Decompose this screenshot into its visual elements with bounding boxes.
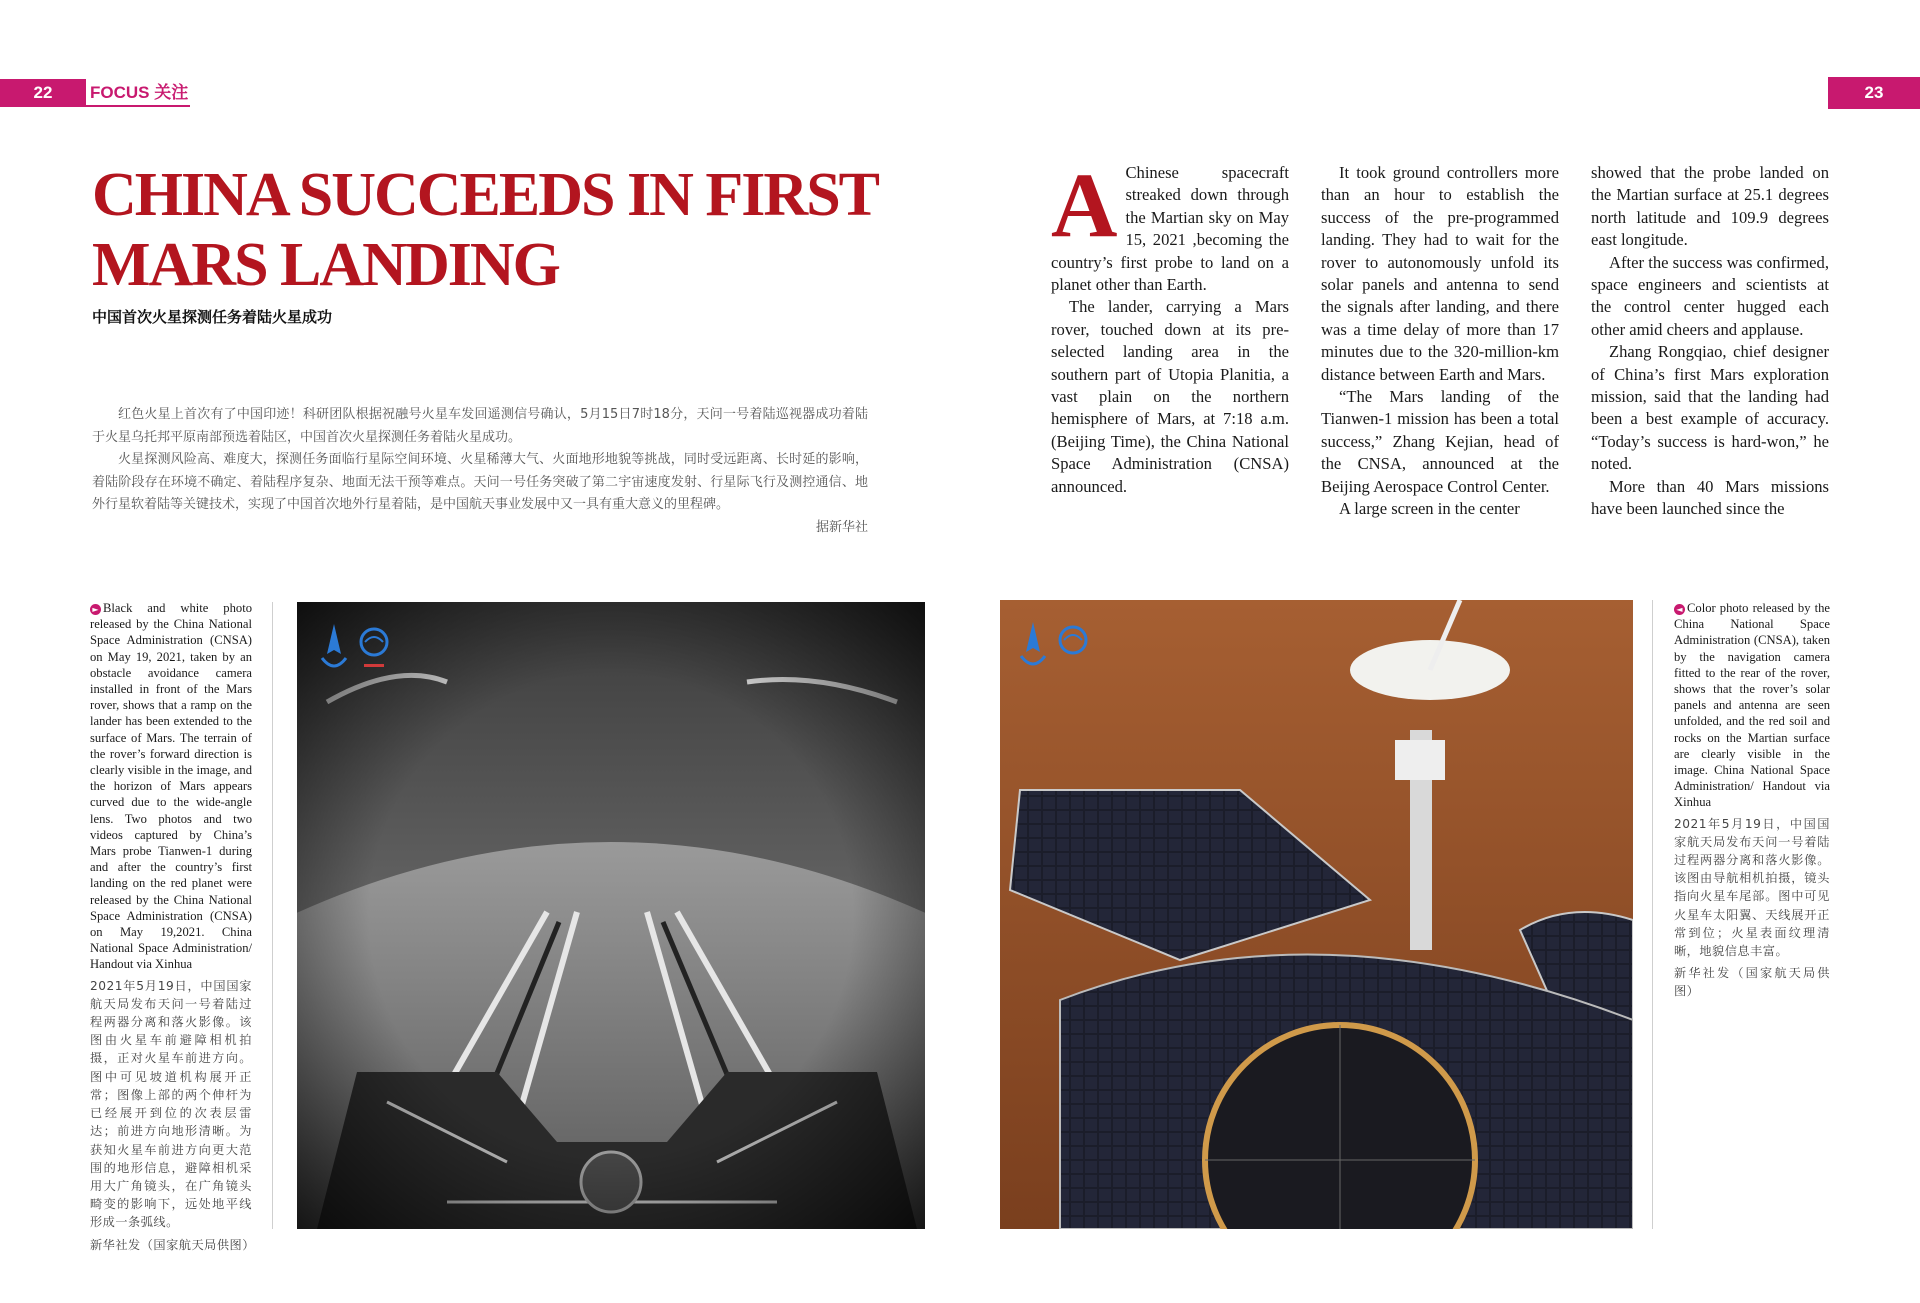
drop-cap: A [1051,162,1118,256]
intro-source: 据新华社 [815,519,868,535]
photo-rover-front-bw [297,602,925,1229]
photo-caption-left [90,600,255,1254]
photo-rover-rear-color [1000,600,1633,1229]
caption-left-credit: 新华社发（国家航天局供图） [90,1237,255,1252]
article-paragraph: The lander, carrying a Mars rover, touched down at its pre-selected landing area in the southern part of Utopia Planitia, a vast plain on the northern hemisphere of Mars, at 7:18 a.m. (Beijing Time), the China National Space Administration (CNSA) announced. [1051,297,1289,496]
article-paragraph: After the success was confirmed, space engineers and scientists at the control center hugged each other amid cheers and applause. [1591,252,1829,339]
article-column-1 [1051,162,1289,524]
article-paragraph: Zhang Rongqiao, chief designer of China’s first Mars exploration mission, said that the landing had been a best example of accuracy. “Today’s success is hard-won,” he noted. [1591,342,1829,474]
photo-bw-illustration [297,602,925,1229]
article-paragraph: A large screen in the center [1339,499,1520,519]
section-underline [86,105,190,107]
article-column-3 [1591,162,1829,524]
page-header-left [0,79,190,107]
photo-caption-right [1674,600,1830,1001]
chevron-right-icon: ► [90,604,101,615]
article-paragraph: More than 40 Mars missions have been launched since the [1591,476,1829,519]
cnsa-logo-icon [1058,622,1088,674]
caption-right-chinese: 2021年5月19日，中国国家航天局发布天问一号着陆过程两器分离和落火影像。该图由导航相机拍摄，镜头指向火星车尾部。图中可见火星车太阳翼、天线展开正常到位；火星表面纹理清晰，地貌信息丰富。 [1674,816,1830,959]
article-title [92,160,892,300]
article-subtitle: 中国首次火星探测任务着陆火星成功 [92,308,333,326]
chinese-intro-paragraph: 火星探测风险高、难度大，探测任务面临行星际空间环境、火星稀薄大气、火面地形地貌等挑战，同时受远距离、长时延的影响，着陆阶段存在环境不确定、着陆程序复杂、地面无法干预等难点。天问一号任务突破了第二宇宙速度发射、行星际飞行及测控通信、地外行星软着陆等关键技术，实现了中国首次地外行星着陆，是中国航天事业发展中又一具有重大意义的里程碑。 [92,452,868,512]
article-paragraph: It took ground controllers more than an hour to establish the success of the pre-programmed landing. They had to wait for the rover to autonomously unfold its solar panels and antenna to send the signals after landing, and there was a time delay of more than 17 minutes due to the 320-million-km distance between Earth and Mars. [1321,163,1559,384]
article-title-line-1: CHINA SUCCEEDS IN FIRST [92,161,879,229]
caption-right-credit: 新华社发（国家航天局供图） [1674,966,1830,999]
chinese-intro [92,404,868,539]
caption-left-chinese: 2021年5月19日，中国国家航天局发布天问一号着陆过程两器分离和落火影像。该图由火星车前避障相机拍摄，正对火星车前进方向。图中可见坡道机构展开正常；图像上部的两个伸杆为已经展开到位的次表层雷达；前进方向地形清晰。为获知火星车前进方向更大范围的地形信息，避障相机采用大广角镜头，在广角镜头畸变的影响下，远处地平线形成一条弧线。 [90,978,252,1230]
chevron-left-icon: ◄ [1674,604,1685,615]
cnsa-logo-icon [319,624,349,676]
caption-right-english: Color photo released by the China National Space Administration (CNSA), taken by the navigation camera fitted to the rear of the rover, shows that the rover’s solar panels and antenna are seen unfolded, and the red soil and rocks on the Martian surface are clearly visible in the image. China National Space Administration/ Handout via Xinhua [1674,601,1830,810]
article-title-line-2: MARS LANDING [92,231,559,299]
photo-color-illustration [1000,600,1633,1229]
article-paragraph: “The Mars landing of the Tianwen-1 mission has been a total success,” Zhang Kejian, head of the CNSA, announced at the Beijing Aerospace Control Center. [1321,387,1559,496]
cnsa-logo-icon [359,624,389,676]
page-number-right: 23 [1828,77,1920,109]
cnsa-logo-icon [1018,622,1048,674]
article-column-2 [1321,162,1559,524]
page-number-left: 22 [0,79,86,107]
chinese-intro-paragraph: 红色火星上首次有了中国印迹！科研团队根据祝融号火星车发回遥测信号确认，5月15日7时18分，天问一号着陆巡视器成功着陆于火星乌托邦平原南部预选着陆区，中国首次火星探测任务着陆火星成功。 [92,407,868,445]
section-label: FOCUS 关注 [90,83,189,102]
article-paragraph: showed that the probe landed on the Martian surface at 25.1 degrees north latitude and 109.9 degrees east longitude. [1591,163,1829,250]
caption-divider-right [1652,600,1653,1229]
caption-left-english: Black and white photo released by the China National Space Administration (CNSA) on May 19, 2021, taken by an obstacle avoidance camera installed in front of the Mars rover, shows that a ramp on the lander has been extended to the surface of Mars. The terrain of the rover’s forward direction is clearly visible in the image, and the horizon of Mars appears curved due to the wide-angle lens. Two photos and two videos captured by China’s Mars probe Tianwen-1 during and after the country’s first landing on the red planet were released by the China National Space Administration (CNSA) on May 19,2021. China National Space Administration/ Handout via Xinhua [90,601,252,972]
caption-divider-left [272,602,273,1229]
article-paragraph: Chinese spacecraft streaked down through the Martian sky on May 15, 2021 ,becoming the country’s first probe to land on a planet other than Earth. [1051,163,1289,295]
